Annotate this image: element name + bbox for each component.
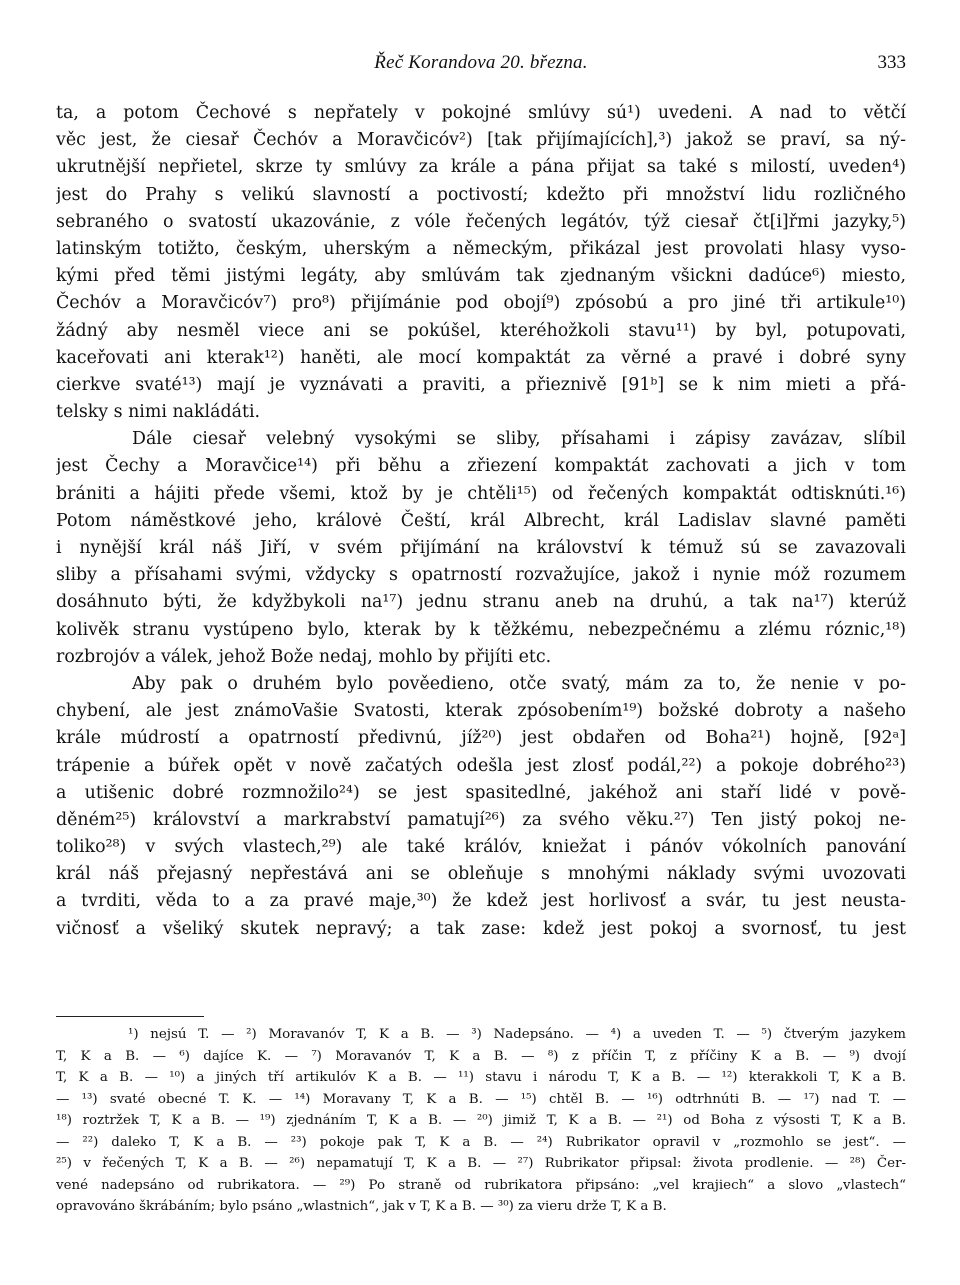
footnote-line: opravováno škrábáním; bylo psáno „wlastnich“, jak v T, K a B. — ³⁰) za vieru drže T, K a B. [56,1199,667,1214]
text-line: cierkve svaté¹³) mají je vyznávati a praviti, a přieznivě [91ᵇ] se k nim mieti a přá- [56,374,906,395]
text-line: sliby a přísahami svými, vždycky s opatrností rozvažujíce, jakož i nynie móž rozumem [56,565,906,586]
footnote-line: — ²²) daleko T, K a B. — ²³) pokoje pak T, K a B. — ²⁴) Rubrikator opravil v „rozmohlo se jest“. — [56,1134,906,1150]
footnote-line: ¹⁸) roztržek T, K a B. — ¹⁹) zjednáním T, K a B. — ²⁰) jimiž T, K a B. — ²¹) od Boha z výsosti T, K a B. [56,1113,906,1128]
text-line: brániti a hájiti přede všemi, ktož by je chtěli¹⁵) od řečených kompaktát odtisknúti.¹⁶) [56,483,906,504]
footnote-line: T, K a B. — ¹⁰) a jiných tří artikulóv K a B. — ¹¹) stavu i národu T, K a B. — ¹²) kterakkoli T, K a B. [56,1070,906,1085]
paragraph-start-line: Dále ciesař velebný vysokými se sliby, přísahami i zápisy zavázav, slíbil [132,429,906,450]
footnote-divider [56,1016,204,1017]
text-line: a utišenic dobré rozmnožilo²⁴) se jest spasitedlné, jakéhož ani staří lidé v pově- [56,782,906,803]
text-line: kolivěk stranu vystúpeno bylo, kterak by k těžkému, nebezpečnému a zlému róznic,¹⁸) [56,619,906,640]
footnote-line: ²⁵) v řečených T, K a B. — ²⁶) nepamatují T, K a B. — ²⁷) Rubrikator připsal: života prodlenie. — ²⁸) Čer- [56,1156,906,1171]
text-line: telsky s nimi nakládáti. [56,402,261,423]
text-line: věc jest, že ciesař Čechóv a Moravčicóv²) [tak přijímajících],³) jakož se praví, sa ný- [56,130,906,151]
text-line: jest do Prahy s velikú slavností a poctivostí; kdežto při množství lidu rozličného [56,184,906,205]
footnote-line: ¹) nejsú T. — ²) Moravanóv T, K a B. — ³) Nadepsáno. — ⁴) a uveden T. — ⁵) čtverým jazykem [128,1027,906,1042]
text-line: dosáhnuto býti, že kdyžbykoli na¹⁷) jednu stranu aneb na druhú, a tak na¹⁷) kterúž [56,592,906,613]
paragraph-start-line: Aby pak o druhém bylo pověedieno, otče svatý, mám za to, že nenie v po- [132,673,906,694]
footnote-line: vené nadepsáno od rubrikatora. — ²⁹) Po straně od rubrikatora připsáno: „vel krajiech“ a slovo „vlastech“ [56,1177,906,1193]
text-line: Potom náměstkové jeho, královė Čeští, král Albrecht, král Ladislav slavné paměti [56,510,906,531]
running-head [56,52,906,82]
text-line: sebraného o svatostí ukazovánie, z vóle řečených legátóv, týž ciesař čt[i]řmi jazyky,⁵) [56,211,906,232]
text-line: rozbrojóv a válek, jehož Bože nedaj, mohlo by přijíti etc. [56,646,552,667]
text-line: žádný aby nesměl viece ani se pokúšel, kteréhožkoli stavu¹¹) by byl, potupovati, [56,320,906,341]
footnote-line: — ¹³) svaté obecné T. K. — ¹⁴) Moravany T, K a B. — ¹⁵) chtěl B. — ¹⁶) odtrhnúti B. — ¹⁷) nad T. — [56,1091,906,1107]
text-line: kými před těmi jistými legáty, aby smlúvám tak zjednaným všickni dadúce⁶) miesto, [56,266,906,287]
text-line: krále múdrostí a opatrností předivnú, jíž²⁰) jest obdařen od Boha²¹) hojně, [92ᵃ] [56,728,906,749]
page-number: 333 [877,52,906,73]
text-line: vičnosť a všeliký skutek nepravý; a tak zase: kdež jest pokoj a svornosť, tu jest [56,918,906,939]
footnote-line: T, K a B. — ⁶) dajíce K. — ⁷) Moravanóv T, K a B. — ⁸) z příčin T, z příčiny K a B. — ⁹) dvojí [56,1048,906,1064]
text-line: toliko²⁸) v svých vlastech,²⁹) ale také králóv, kniežat i pánóv vókolních panování [56,837,906,858]
text-line: kaceřovati ani kterak¹²) haněti, ale mocí kompaktát za věrné a pravé i dobré syny [56,347,906,368]
main-text [56,100,906,943]
text-line: Čechóv a Moravčicóv⁷) pro⁸) přijímánie pod obojí⁹) zpósobú a pro jiné tři artikule¹⁰) [56,293,906,314]
text-line: ta, a potom Čechové s nepřately v pokojné smlúvy sú¹) uvedeni. A nad to větčí [56,103,906,123]
text-line: a tvrditi, věda to a za pravé maje,³⁰) že kdež jest horlivosť a svár, tu jest neusta- [56,891,906,912]
running-title: Řeč Korandova 20. března. [374,52,588,73]
footnotes [56,1024,906,1218]
text-line: i nynější král náš Jiří, v svém přijímání na království k témuž sú se zavazovali [56,538,906,558]
text-line: jest Čechy a Moravčice¹⁴) při běhu a zřiezení kompaktát zachovati a jich v tom [56,456,906,477]
text-line: trápenie a búřek opět v nově začatých odešla jest zlosť podál,²²) a pokoje dobrého²³) [56,755,906,776]
text-line: děném²⁵) království a markrabství pamatují²⁶) za svého věku.²⁷) Ten jistý pokoj ne- [56,809,906,830]
text-line: král náš přejasný nepřestává ani se obleňuje s mnohými náklady svými uvozovati [56,864,906,885]
text-line: chybení, ale jest známoVašie Svatosti, kterak zpósobením¹⁹) božské dobroty a našeho [56,701,906,722]
text-line: ukrutnější nepřietel, skrze ty smlúvy za krále a pána přijat sa také s milostí, uveden⁴) [56,157,906,178]
text-line: latinským totižto, českým, uherským a německým, přikázal jest provolati hlasy vyso- [56,238,906,259]
